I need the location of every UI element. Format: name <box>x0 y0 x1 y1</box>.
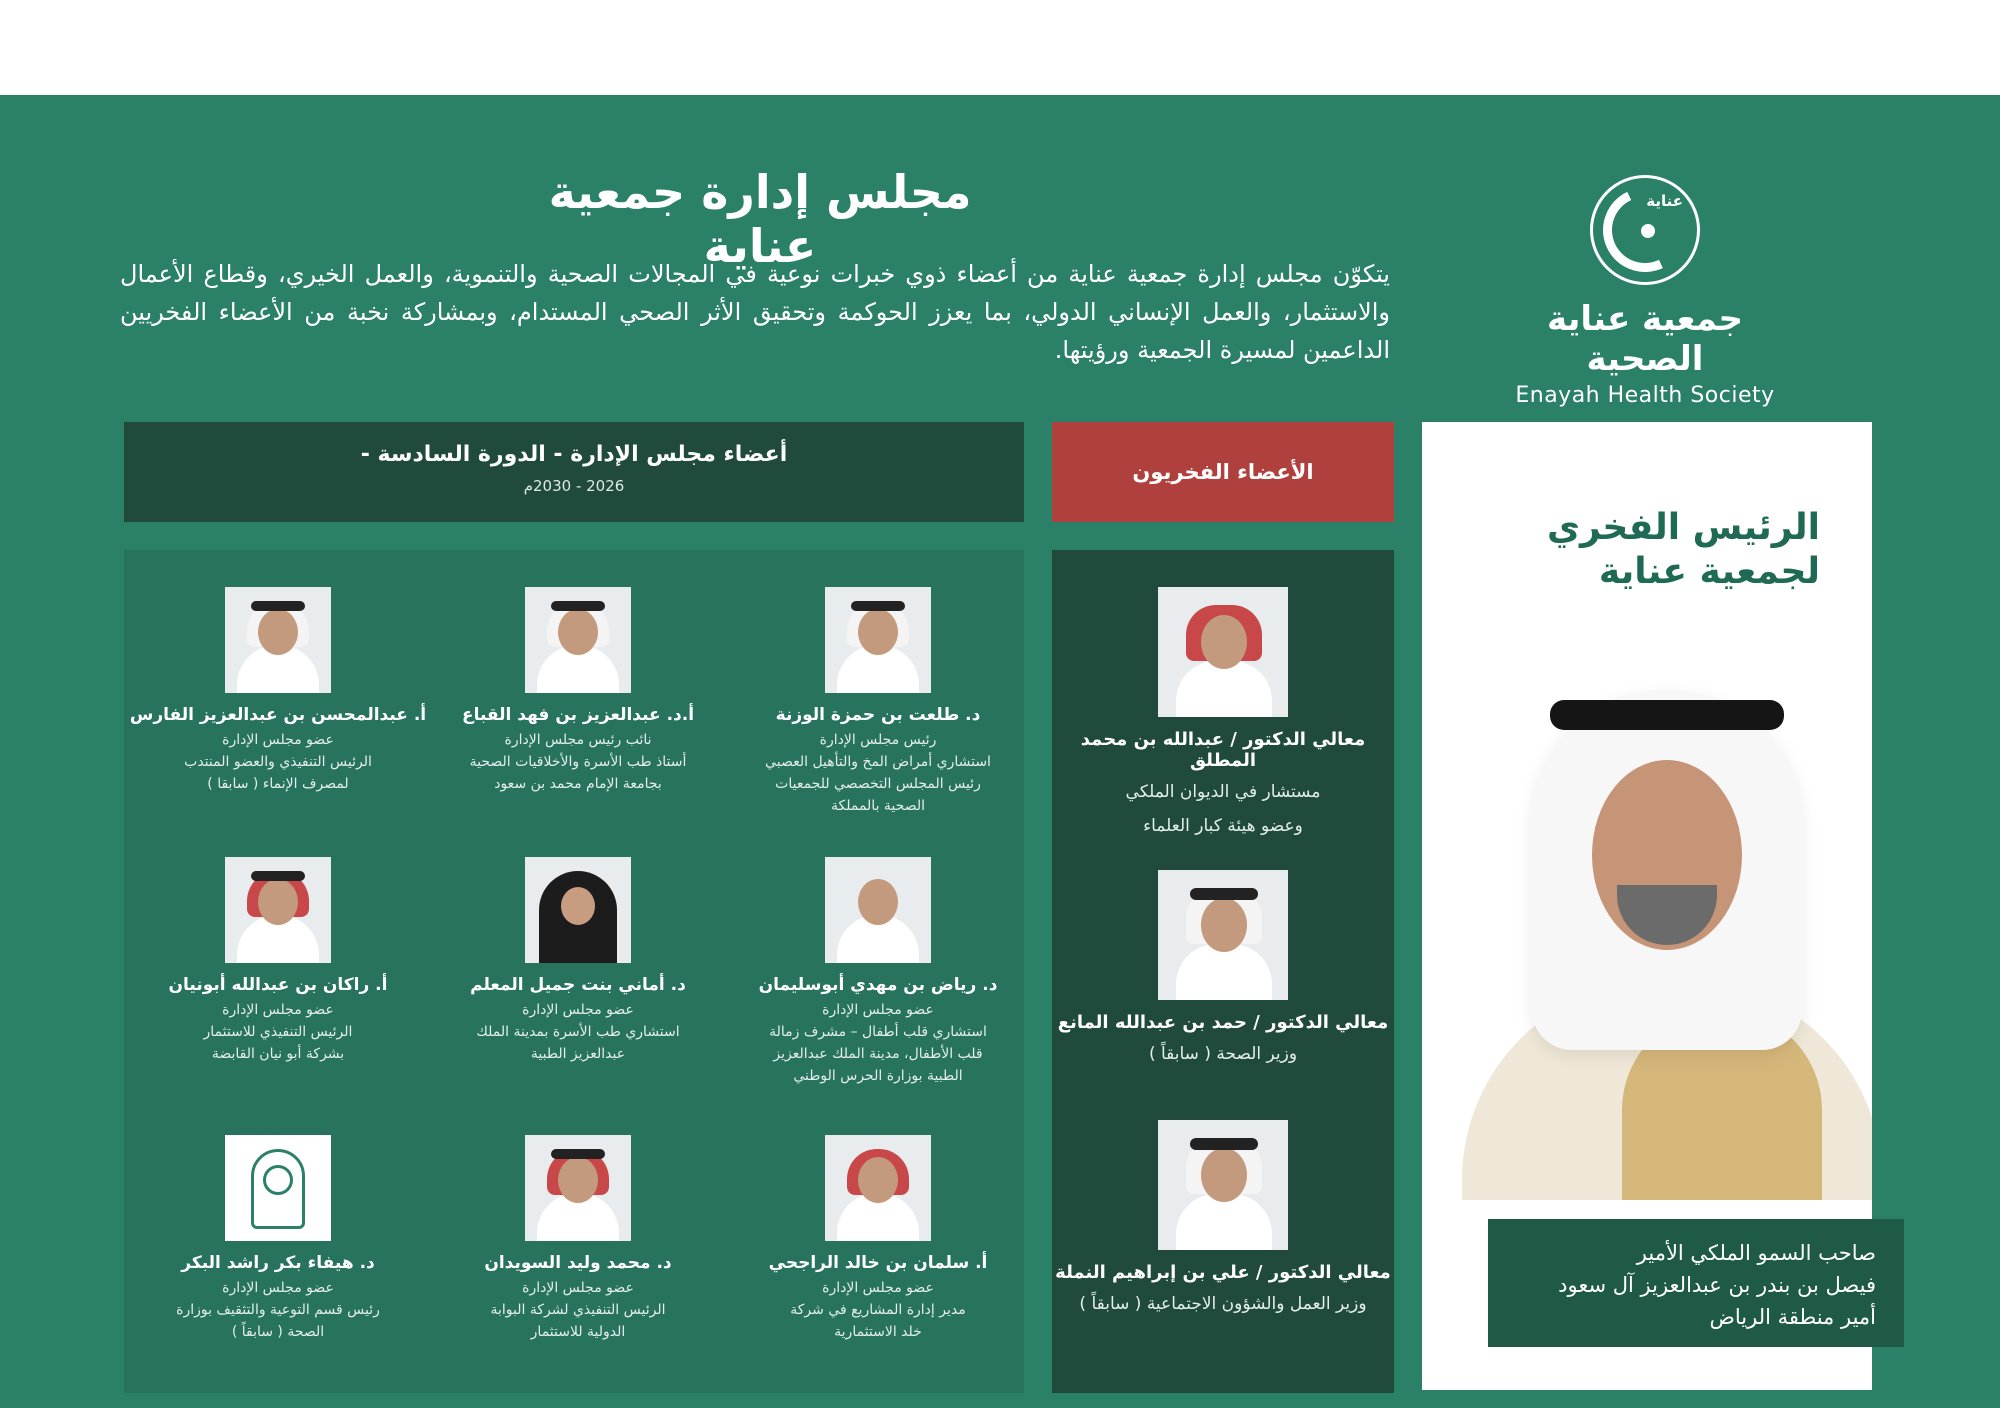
member-detail: رئيس قسم التوعية والتثقيف بوزارة <box>176 1302 380 1318</box>
honorary-member-card <box>1052 1120 1394 1321</box>
member-detail: بجامعة الإمام محمد بن سعود <box>494 776 662 792</box>
member-role: نائب رئيس مجلس الإدارة <box>504 732 652 748</box>
member-name: أ. سلمان بن خالد الراجحي <box>768 1253 988 1273</box>
member-name: أ. راكان بن عبدالله أبونيان <box>168 975 388 995</box>
president-caption-line: فيصل بن بندر بن عبدالعزيز آل سعود <box>1558 1273 1876 1297</box>
board-section-title: أعضاء مجلس الإدارة - الدورة السادسة - <box>360 442 788 467</box>
member-name: د. أماني بنت جميل المعلم <box>470 975 686 995</box>
member-role: عضو مجلس الإدارة <box>822 1002 934 1018</box>
member-photo <box>225 587 331 693</box>
member-detail: استشاري طب الأسرة بمدينة الملك <box>476 1024 680 1040</box>
member-detail: الرئيس التنفيذي لشركة البوابة <box>490 1302 666 1318</box>
member-card <box>128 587 428 795</box>
honorary-member-card <box>1052 870 1394 1071</box>
member-detail: عبدالعزيز الطبية <box>530 1046 626 1062</box>
logo-mark-icon: عناية <box>1590 175 1700 285</box>
member-detail: بشركة أبو نيان القابضة <box>211 1046 345 1062</box>
page-title: مجلس إدارة جمعية عناية <box>548 165 972 273</box>
member-role: عضو مجلس الإدارة <box>522 1002 634 1018</box>
member-detail: استشاري أمراض المخ والتأهيل العصبي <box>765 754 991 770</box>
member-detail: الرئيس التنفيذي والعضو المنتدب <box>184 754 372 770</box>
member-detail: قلب الأطفال، مدينة الملك عبدالعزيز <box>773 1046 983 1062</box>
honorary-member-detail: مستشار في الديوان الملكي <box>1125 782 1321 802</box>
honorary-member-photo <box>1158 870 1288 1000</box>
honorary-member-name: معالي الدكتور / عبدالله بن محمد المطلق <box>1080 729 1366 771</box>
member-detail: خلد الاستثمارية <box>834 1324 922 1340</box>
member-photo <box>225 857 331 963</box>
member-detail: الصحية بالمملكة <box>830 798 925 814</box>
member-detail: الصحة ( سابقاً ) <box>231 1324 325 1340</box>
honorary-president-title: الرئيس الفخري لجمعية عناية <box>1547 507 1820 592</box>
member-detail: مدير إدارة المشاريع في شركة <box>790 1302 966 1318</box>
member-name: د. طلعت بن حمزة الوزنة <box>775 705 981 725</box>
honorary-president-photo <box>1422 680 1872 1200</box>
board-section-header <box>124 422 1024 522</box>
member-name: أ.د. عبدالعزيز بن فهد القباع <box>461 705 695 725</box>
member-detail: لمصرف الإنماء ( سابقا ) <box>207 776 349 792</box>
president-caption-line: صاحب السمو الملكي الأمير <box>1636 1241 1876 1265</box>
member-photo <box>825 587 931 693</box>
member-detail: استشاري قلب أطفال – مشرف زمالة <box>769 1024 987 1040</box>
member-photo <box>825 1135 931 1241</box>
member-card <box>728 857 1028 1087</box>
logo-name-arabic: جمعية عناية الصحية <box>1546 299 1744 379</box>
member-name: د. هيفاء بكر راشد البكر <box>181 1253 375 1273</box>
member-card <box>128 1135 428 1343</box>
member-name: أ. عبدالمحسن بن عبدالعزيز الفارس <box>129 705 427 725</box>
member-photo <box>525 587 631 693</box>
president-caption-line: أمير منطقة الرياض <box>1709 1305 1876 1329</box>
member-role: عضو مجلس الإدارة <box>822 1280 934 1296</box>
intro-paragraph: يتكوّن مجلس إدارة جمعية عناية من أعضاء ذوي خبرات نوعية في المجالات الصحية والتنموية، والعمل الخيري، وقطاع الأعمال والاستثمار، والعمل الإنساني الدولي، بما يعزز الحوكمة وتحقيق الأثر الصحي المستدام، وبمشاركة نخبة من الأعضاء الفخريين الداعمين لمسيرة الجمعية ورؤيتها. <box>120 260 1390 364</box>
member-photo <box>525 1135 631 1241</box>
member-card <box>428 1135 728 1343</box>
member-name: د. محمد وليد السويدان <box>484 1253 672 1273</box>
member-detail: الطبية بوزارة الحرس الوطني <box>793 1068 963 1084</box>
member-card <box>428 587 728 795</box>
member-detail: الرئيس التنفيذي للاستثمار <box>203 1024 353 1040</box>
honorary-member-photo <box>1158 587 1288 717</box>
honorary-member-name: معالي الدكتور / علي بن إبراهيم النملة <box>1055 1262 1391 1283</box>
honorary-president-caption <box>1488 1219 1904 1347</box>
member-card <box>128 857 428 1065</box>
honorary-section-header: الأعضاء الفخريون <box>1052 422 1394 522</box>
board-section-period: 2026 - 2030م <box>523 477 625 495</box>
honorary-member-detail: وزير العمل والشؤون الاجتماعية ( سابقاً ) <box>1079 1294 1367 1314</box>
logo-name-english: Enayah Health Society <box>1515 383 1775 408</box>
society-logo <box>1505 175 1785 408</box>
member-detail: أستاذ طب الأسرة والأخلاقيات الصحية <box>469 754 687 770</box>
member-photo <box>525 857 631 963</box>
honorary-member-name: معالي الدكتور / حمد بن عبدالله المانع <box>1057 1012 1389 1033</box>
honorary-member-card <box>1052 587 1394 843</box>
member-detail: الدولية للاستثمار <box>530 1324 626 1340</box>
member-detail: رئيس المجلس التخصصي للجمعيات <box>775 776 981 792</box>
member-role: رئيس مجلس الإدارة <box>819 732 937 748</box>
member-card <box>728 587 1028 817</box>
member-role: عضو مجلس الإدارة <box>222 1002 334 1018</box>
member-role: عضو مجلس الإدارة <box>522 1280 634 1296</box>
member-card <box>728 1135 1028 1343</box>
member-card <box>428 857 728 1065</box>
honorary-member-photo <box>1158 1120 1288 1250</box>
female-placeholder-icon <box>225 1135 331 1241</box>
member-name: د. رياض بن مهدي أبوسليمان <box>758 975 998 995</box>
member-role: عضو مجلس الإدارة <box>222 1280 334 1296</box>
member-role: عضو مجلس الإدارة <box>222 732 334 748</box>
honorary-member-detail: وزير الصحة ( سابقاً ) <box>1148 1044 1298 1064</box>
honorary-member-detail: وعضو هيئة كبار العلماء <box>1143 816 1303 836</box>
member-photo <box>825 857 931 963</box>
